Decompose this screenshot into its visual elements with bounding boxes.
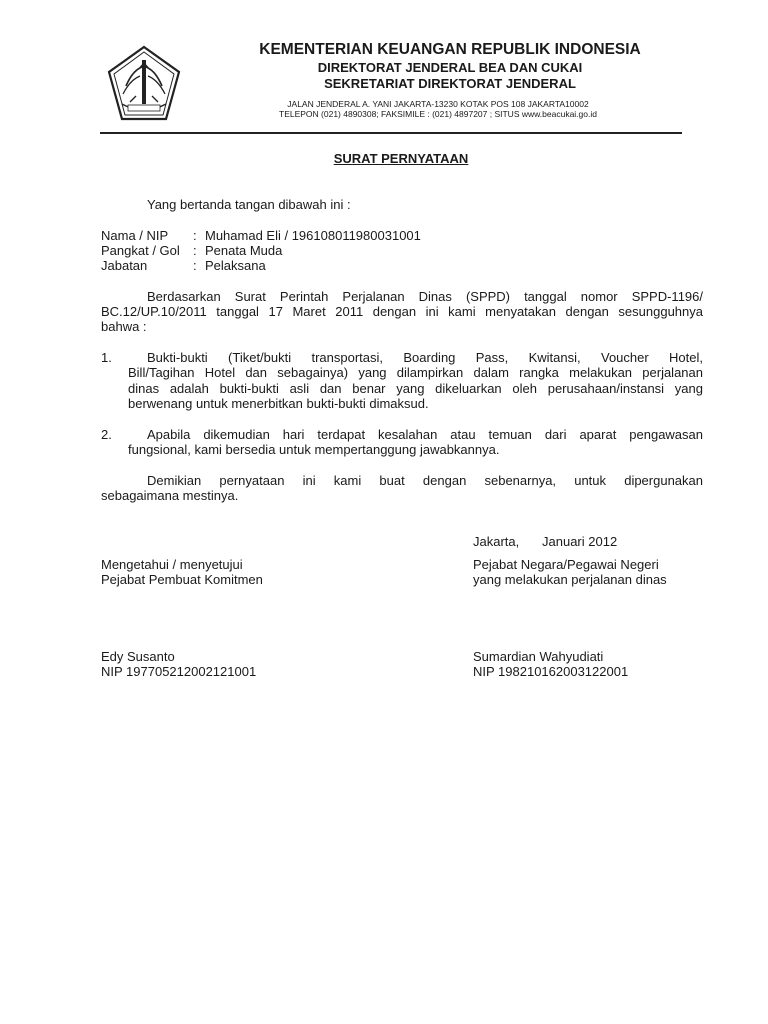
position-label: Jabatan <box>101 258 148 273</box>
item-2-line-2: fungsional, kami bersedia untuk mempertanggung jawabkannya. <box>128 442 500 457</box>
ministry-of-finance-emblem-icon <box>106 44 182 124</box>
rank-separator: : <box>193 243 197 258</box>
name-separator: : <box>193 228 197 243</box>
intro-text: Yang bertanda tangan dibawah ini : <box>147 197 351 212</box>
item-2-number: 2. <box>101 427 112 442</box>
left-signatory-name: Edy Susanto <box>101 649 175 664</box>
item-1-line-4: berwenang untuk menerbitkan bukti-bukti dimaksud. <box>128 396 429 411</box>
date: Januari 2012 <box>542 534 618 549</box>
rank-label: Pangkat / Gol <box>101 243 180 258</box>
left-signatory-nip: NIP 197705212002121001 <box>101 664 257 679</box>
closing-line-2: sebagaimana mestinya. <box>101 488 239 503</box>
position-value: Pelaksana <box>205 258 266 273</box>
document-title: SURAT PERNYATAAN <box>333 151 469 166</box>
right-signatory-line-1: Pejabat Negara/Pegawai Negeri <box>473 557 659 572</box>
right-signatory-nip: NIP 198210162003122001 <box>473 664 629 679</box>
position-separator: : <box>193 258 197 273</box>
item-2-line-1: Apabila dikemudian hari terdapat kesalahan atau temuan dari aparat pengawasan <box>147 427 703 442</box>
basis-line-1: Berdasarkan Surat Perintah Perjalanan Dinas (SPPD) tanggal nomor SPPD-1196/ <box>147 289 703 304</box>
left-signatory-line-2: Pejabat Pembuat Komitmen <box>101 572 263 587</box>
item-1-line-1: Bukti-bukti (Tiket/bukti transportasi, Boarding Pass, Kwitansi, Voucher Hotel, <box>147 350 703 365</box>
right-signatory-line-2: yang melakukan perjalanan dinas <box>473 572 667 587</box>
left-signatory-line-1: Mengetahui / menyetujui <box>101 557 243 572</box>
name-value: Muhamad Eli / 196108011980031001 <box>205 228 421 243</box>
ministry-name: KEMENTERIAN KEUANGAN REPUBLIK INDONESIA <box>259 41 641 58</box>
rank-value: Penata Muda <box>205 243 283 258</box>
letterhead-divider <box>100 132 682 134</box>
name-label: Nama / NIP <box>101 228 169 243</box>
basis-line-2: BC.12/UP.10/2011 tanggal 17 Maret 2011 dengan ini kami menyatakan dengan sesungguhnya <box>101 304 703 319</box>
right-signatory-name: Sumardian Wahyudiati <box>473 649 604 664</box>
address-line: JALAN JENDERAL A. YANI JAKARTA-13230 KOTAK POS 108 JAKARTA10002 <box>287 99 589 109</box>
directorate-name: DIREKTORAT JENDERAL BEA DAN CUKAI <box>317 60 583 75</box>
contact-line: TELEPON (021) 4890308; FAKSIMILE : (021) 4897207 ; SITUS www.beacukai.go.id <box>279 109 597 119</box>
item-1-line-2: Bill/Tagihan Hotel dan sebagainya) yang dilampirkan dalam rangka melakukan perjalanan <box>128 365 703 380</box>
closing-line-1: Demikian pernyataan ini kami buat dengan sebenarnya, untuk dipergunakan <box>147 473 703 488</box>
basis-line-3: bahwa : <box>101 319 147 334</box>
item-1-number: 1. <box>101 350 112 365</box>
secretariat-name: SEKRETARIAT DIREKTORAT JENDERAL <box>324 76 576 91</box>
place: Jakarta, <box>473 534 520 549</box>
item-1-line-3: dinas adalah bukti-bukti asli dan benar yang dikeluarkan oleh perusahaan/instansi yang <box>128 381 703 396</box>
